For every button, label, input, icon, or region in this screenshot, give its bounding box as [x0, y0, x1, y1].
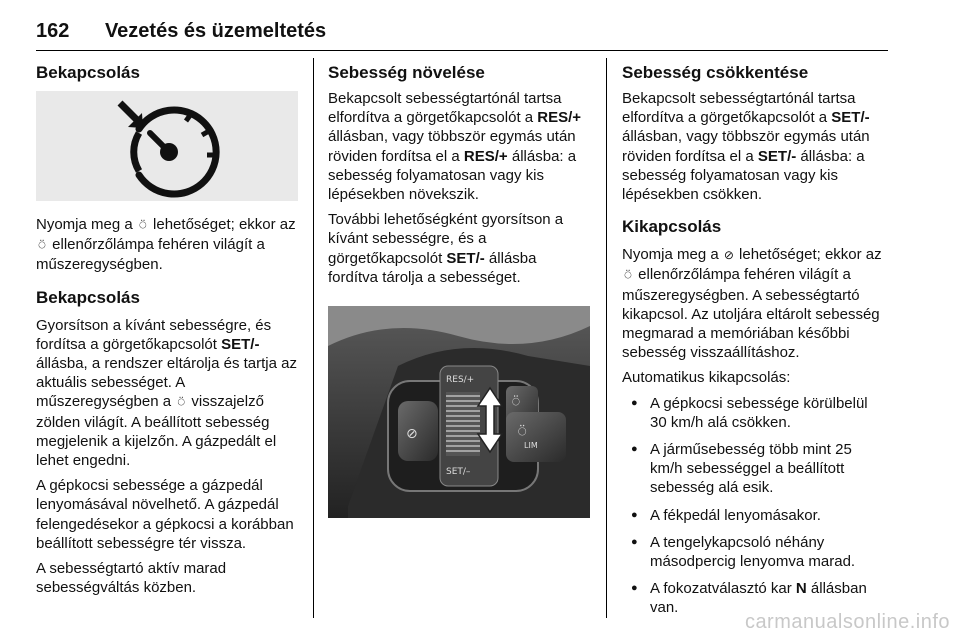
col1-p1: Nyomja meg a ⍥ lehetőséget; ekkor az ⍥ ellenőrzőlámpa fehéren világít a műszeregységben.: [36, 216, 296, 274]
steering-wheel-photo: [328, 306, 590, 518]
set-label: SET/–: [446, 467, 471, 477]
col2-p2: További lehetőségként gyorsítson a kívánt sebességre, és a görgetőkapcsolót SET/- állásba fordítva tárolja a sebességet.: [328, 211, 564, 286]
list-item: ● A fokozatválasztó kar N állásban van.: [622, 579, 888, 617]
list-item: ● A gépkocsi sebessége körülbelül 30 km/h alá csökken.: [622, 394, 888, 432]
list-item: ● A tengelykapcsoló néhány másodpercig lenyomva marad.: [622, 533, 888, 571]
page-header: [36, 20, 326, 43]
cruise-off-icon: ⊘: [723, 248, 734, 263]
thumbwheel[interactable]: [446, 392, 480, 456]
res-label: RES/+: [446, 375, 475, 385]
column-divider: [606, 58, 607, 618]
watermark[interactable]: carmanualsonline.info: [744, 611, 950, 633]
column-1: [36, 62, 298, 603]
column-divider: [313, 58, 314, 618]
col3-p1: Bekapcsolt sebességtartónál tartsa elfordítva a görgetőkapcsolót a SET/- állásban, vagy többször egymás után röviden fordítsa el a SET/- állásba: a sebesség folyamatosan vagy kis lépésekben csökken.: [622, 90, 870, 204]
limiter-icon: ⍥: [518, 424, 527, 440]
page-number: 162: [36, 20, 70, 42]
col3-title: Sebesség csökkentése: [622, 63, 809, 82]
col1-p2: Gyorsítson a kívánt sebességre, és fordítsa a görgetőkapcsolót SET/- állásba, a rendszer eltárolja és tartja az aktuális sebességet. A műszeregységben a ⍥ visszajelző zölden világít. A beállított sebesség megjelenik a kijelzőn. A gázpedált el lehet engedni.: [36, 316, 297, 470]
col1-p3: A gépkocsi sebessége a gázpedál lenyomásával növelhető. A gázpedál felengedésekor a gépkocsi a korábban beállított sebességre tér vissza.: [36, 477, 294, 552]
cruise-on-button-icon: ⍥: [512, 395, 520, 410]
column-3: [622, 62, 888, 626]
cruise-on-icon: ⍥: [624, 268, 632, 283]
col3-p3: Automatikus kikapcsolás:: [622, 369, 791, 387]
cruise-on-icon: ⍥: [139, 218, 147, 232]
cruise-control-on-icon: [36, 91, 298, 201]
col2-title: Sebesség növelése: [328, 63, 485, 82]
cruise-off-icon: ⊘: [406, 426, 418, 442]
header-rule: [36, 50, 888, 51]
cruise-on-icon: ⍥: [177, 395, 185, 410]
col2-p1: Bekapcsolt sebességtartónál tartsa elfordítva a görgetőkapcsolót a RES/+ állásban, vagy többször egymás után röviden fordítsa el a RES/+ állásba: a sebesség folyamatosan vagy kis lépésekben növekszik.: [328, 90, 582, 204]
column-2: [328, 62, 590, 293]
col1-p4: A sebességtartó aktív marad sebességváltás közben.: [36, 560, 227, 597]
col1-title: Bekapcsolás: [36, 63, 140, 82]
col1-heading2: Bekapcsolás: [36, 287, 140, 307]
list-item: ● A járműsebesség több mint 25 km/h sebességgel a beállított sebesség alá esik.: [622, 440, 888, 498]
chapter-title: Vezetés és üzemeltetés: [104, 20, 327, 42]
col3-heading2: Kikapcsolás: [622, 217, 722, 237]
cruise-control-illustration: [36, 91, 298, 201]
cruise-on-icon: ⍥: [38, 238, 46, 253]
lim-label: LIM: [524, 441, 538, 450]
col3-p2: Nyomja meg a ⊘ lehetőséget; ekkor az ⍥ ellenőrzőlámpa fehéren világít a műszeregységben. A sebességtartó kikapcsol. Az utoljára eltárolt sebesség megmarad a memóriában későbbi sebesség visszaállításhoz.: [622, 246, 882, 362]
list-item: ● A fékpedál lenyomásakor.: [622, 506, 888, 525]
auto-off-list: [622, 394, 888, 618]
